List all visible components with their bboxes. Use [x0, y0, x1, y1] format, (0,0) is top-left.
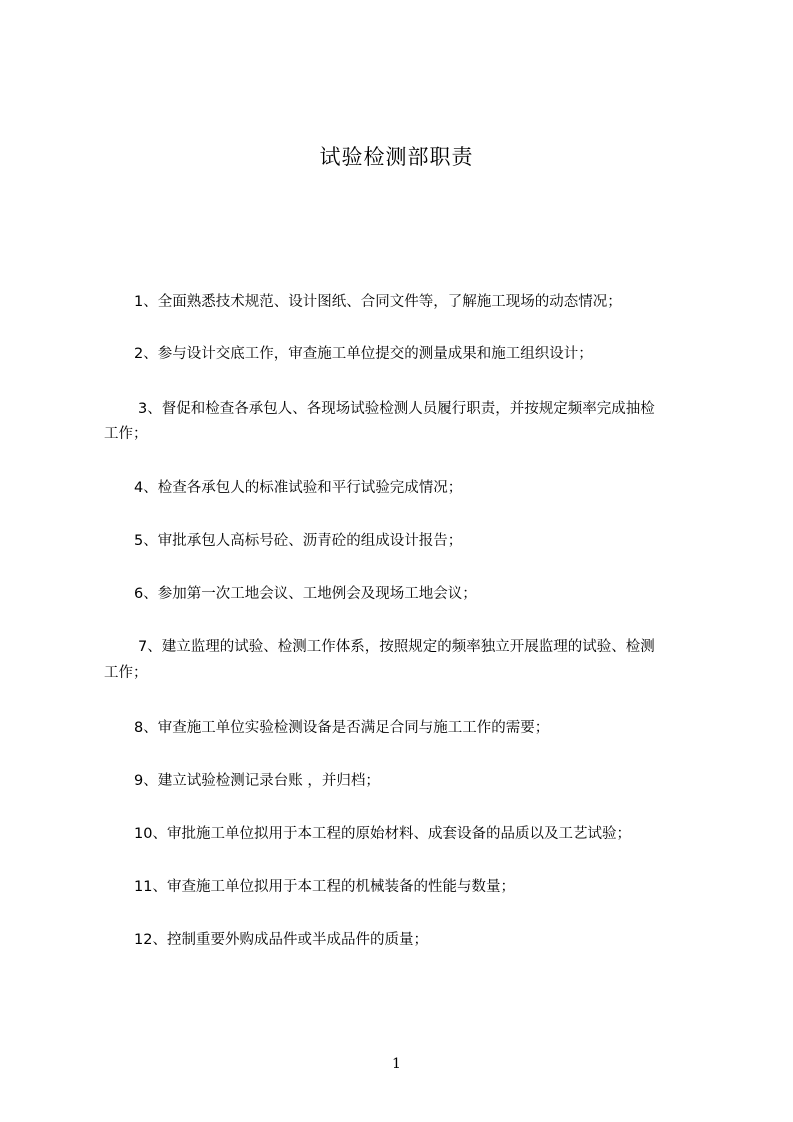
duty-item-2 — [104, 342, 708, 366]
duty-item-3-continuation — [104, 422, 708, 446]
duty-item-9 — [104, 769, 708, 793]
duty-item-7-continuation — [104, 661, 708, 685]
duty-item-4 — [104, 476, 708, 500]
duty-item-7 — [104, 635, 708, 659]
duty-item-5 — [104, 529, 708, 553]
duty-item-3 — [104, 397, 708, 421]
page-number: 1 — [392, 1056, 401, 1072]
duty-item-12-text: 12、控制重要外购成品件或半成品件的质量； — [134, 932, 428, 948]
duty-item-7-text: 7、建立监理的试验、检测工作体系，按照规定的频率独立开展监理的试验、检测 — [138, 639, 655, 655]
duty-item-6-text: 6、参加第一次工地会议、工地例会及现场工地会议； — [134, 586, 477, 602]
duty-item-10-text: 10、审批施工单位拟用于本工程的原始材料、成套设备的品质以及工艺试验； — [134, 826, 631, 842]
duty-item-5-text: 5、审批承包人高标号砼、沥青砼的组成设计报告； — [134, 533, 463, 549]
duty-item-7-continuation-text: 工作； — [104, 665, 148, 681]
page-title: 试验检测部职责 — [319, 145, 474, 169]
duty-item-4-text: 4、检查各承包人的标准试验和平行试验完成情况； — [134, 480, 463, 496]
duty-item-8 — [104, 716, 708, 740]
duty-item-1 — [104, 290, 708, 314]
duty-item-8-text: 8、审查施工单位实验检测设备是否满足合同与施工工作的需要； — [134, 720, 550, 736]
duty-item-3-text: 3、督促和检查各承包人、各现场试验检测人员履行职责，并按规定频率完成抽检 — [138, 401, 655, 417]
duty-item-2-text: 2、参与设计交底工作，审查施工单位提交的测量成果和施工组织设计； — [134, 346, 593, 362]
duty-item-11-text: 11、审查施工单位拟用于本工程的机械装备的性能与数量； — [134, 879, 515, 895]
duty-item-11 — [104, 875, 708, 899]
duty-item-3-continuation-text: 工作； — [104, 426, 148, 442]
duty-item-12 — [104, 928, 708, 952]
duty-item-9-text: 9、建立试验检测记录台账 ，并归档； — [134, 773, 380, 789]
duty-item-6 — [104, 582, 708, 606]
duty-item-1-text: 1、全面熟悉技术规范、设计图纸、合同文件等，了解施工现场的动态情况； — [134, 294, 622, 310]
duty-item-10 — [104, 822, 708, 846]
